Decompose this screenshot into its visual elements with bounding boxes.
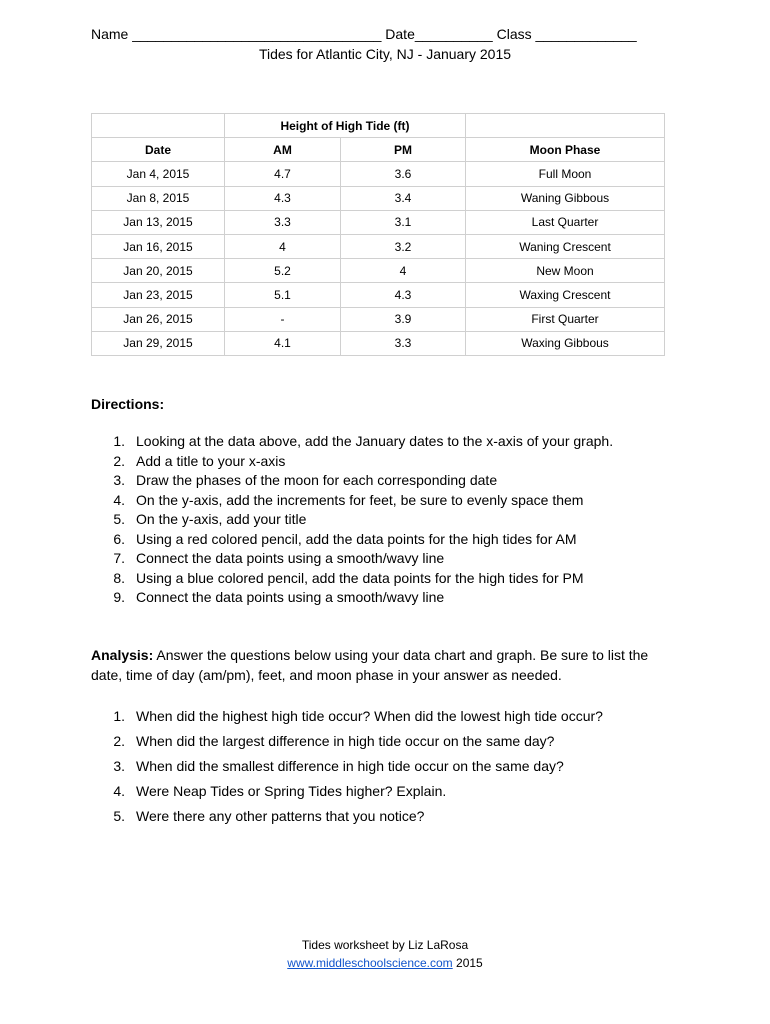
cell-moon-phase: New Moon (466, 259, 665, 283)
analysis-intro-text: Answer the questions below using your data chart and graph. Be sure to list the date, time of day (am/pm), feet, and moon phase in your answer as needed. (91, 647, 649, 683)
column-header-pm: PM (341, 138, 466, 162)
list-number: 8. (113, 569, 125, 586)
table-row (92, 162, 665, 186)
direction-text: Connect the data points using a smooth/wavy line (136, 589, 445, 605)
table-group-header: Height of High Tide (ft) (225, 114, 466, 138)
cell-pm: 3.4 (341, 186, 466, 210)
table-row (92, 186, 665, 210)
table-row (92, 234, 665, 258)
list-item (91, 471, 613, 491)
footer-website-link[interactable]: www.middleschoolscience.com (287, 956, 453, 970)
direction-text: Connect the data points using a smooth/wavy line (136, 550, 445, 566)
list-number: 2. (113, 733, 125, 749)
table-header-row (92, 138, 665, 162)
analysis-questions-list (91, 704, 603, 829)
table-row (92, 307, 665, 331)
cell-pm: 3.3 (341, 331, 466, 355)
page-title: Tides for Atlantic City, NJ - January 2015 (258, 46, 512, 62)
column-header-moon-phase: Moon Phase (466, 138, 665, 162)
cell-am: 5.2 (225, 259, 341, 283)
table-cell-empty (466, 114, 665, 138)
direction-text: Draw the phases of the moon for each corresponding date (136, 472, 498, 488)
cell-am: 3.3 (225, 210, 341, 234)
cell-date: Jan 23, 2015 (92, 283, 225, 307)
direction-text: On the y-axis, add the increments for feet, be sure to evenly space them (136, 491, 584, 508)
directions-list (91, 432, 613, 608)
list-number: 2. (113, 452, 125, 469)
cell-date: Jan 13, 2015 (92, 210, 225, 234)
list-item (91, 530, 613, 550)
question-text: When did the smallest difference in high tide occur on the same day? (136, 758, 564, 774)
question-text: Were there any other patterns that you notice? (136, 808, 425, 824)
column-header-date: Date (92, 138, 225, 162)
cell-pm: 3.9 (341, 307, 466, 331)
question-text: When did the largest difference in high tide occur on the same day? (136, 733, 555, 749)
footer-link-line (0, 956, 770, 970)
list-item (91, 804, 603, 829)
list-item (91, 432, 613, 452)
worksheet-header-fields: Name ________________________________ Date__________ Class _____________ (91, 26, 637, 42)
cell-am: 4.3 (225, 186, 341, 210)
direction-text: Add a title to your x-axis (136, 452, 286, 469)
list-item (91, 754, 603, 779)
cell-moon-phase: Waning Crescent (466, 234, 665, 258)
cell-date: Jan 4, 2015 (92, 162, 225, 186)
list-number: 7. (113, 550, 125, 566)
cell-am: 4.1 (225, 331, 341, 355)
cell-moon-phase: Last Quarter (466, 210, 665, 234)
cell-moon-phase: Waxing Gibbous (466, 331, 665, 355)
list-item (91, 549, 613, 569)
column-header-am: AM (225, 138, 341, 162)
table-row (92, 283, 665, 307)
table-row (92, 259, 665, 283)
list-number: 5. (113, 808, 125, 824)
cell-moon-phase: First Quarter (466, 307, 665, 331)
list-item (91, 588, 613, 608)
list-item (91, 510, 613, 530)
cell-date: Jan 8, 2015 (92, 186, 225, 210)
direction-text: Using a blue colored pencil, add the data points for the high tides for PM (136, 569, 584, 586)
cell-date: Jan 29, 2015 (92, 331, 225, 355)
list-item (91, 704, 603, 729)
cell-am: - (225, 307, 341, 331)
cell-am: 5.1 (225, 283, 341, 307)
cell-pm: 4 (341, 259, 466, 283)
table-group-header-row (92, 114, 665, 138)
cell-date: Jan 26, 2015 (92, 307, 225, 331)
list-number: 3. (113, 758, 125, 774)
cell-moon-phase: Waning Gibbous (466, 186, 665, 210)
direction-text: Using a red colored pencil, add the data points for the high tides for AM (136, 530, 577, 547)
direction-text: On the y-axis, add your title (136, 511, 307, 527)
cell-pm: 3.1 (341, 210, 466, 234)
list-number: 5. (113, 511, 125, 527)
list-number: 1. (113, 708, 125, 724)
tides-table (91, 113, 665, 356)
cell-moon-phase: Full Moon (466, 162, 665, 186)
cell-pm: 3.6 (341, 162, 466, 186)
cell-date: Jan 16, 2015 (92, 234, 225, 258)
footer-year: 2015 (452, 956, 483, 970)
list-number: 4. (113, 783, 125, 799)
directions-heading: Directions: (91, 396, 165, 412)
list-number: 6. (113, 530, 125, 547)
list-item (91, 569, 613, 589)
cell-moon-phase: Waxing Crescent (466, 283, 665, 307)
list-number: 1. (113, 433, 125, 449)
footer-credit: Tides worksheet by Liz LaRosa (301, 938, 469, 952)
cell-date: Jan 20, 2015 (92, 259, 225, 283)
cell-pm: 4.3 (341, 283, 466, 307)
table-row (92, 210, 665, 234)
question-text: Were Neap Tides or Spring Tides higher? Explain. (136, 783, 447, 799)
cell-pm: 3.2 (341, 234, 466, 258)
list-item (91, 452, 613, 472)
list-item (91, 779, 603, 804)
table-cell-empty (92, 114, 225, 138)
cell-am: 4.7 (225, 162, 341, 186)
list-number: 9. (113, 589, 125, 605)
list-item (91, 491, 613, 511)
list-number: 3. (113, 472, 125, 488)
list-item (91, 729, 603, 754)
question-text: When did the highest high tide occur? When did the lowest high tide occur? (136, 708, 603, 724)
analysis-intro (91, 646, 671, 685)
table-row (92, 331, 665, 355)
cell-am: 4 (225, 234, 341, 258)
list-number: 4. (113, 491, 125, 508)
analysis-heading: Analysis: (91, 647, 154, 663)
direction-text: Looking at the data above, add the January dates to the x-axis of your graph. (136, 433, 614, 449)
